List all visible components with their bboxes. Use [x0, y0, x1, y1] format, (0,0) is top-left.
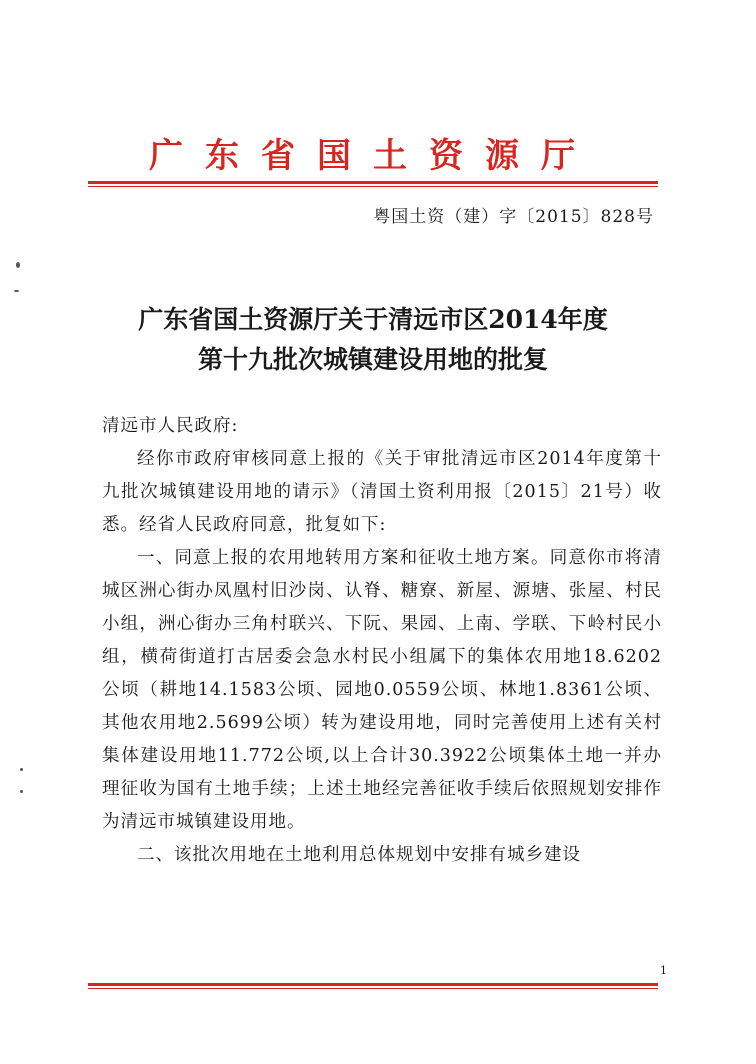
- title-line-2: 第十九批次城镇建设用地的批复: [197, 345, 548, 374]
- paragraph-intro: 经你市政府审核同意上报的《关于审批清远市区2014年度第十九批次城镇建设用地的请示》（清国土资利用报〔2015〕21号）收悉。经省人民政府同意，批复如下:: [102, 449, 662, 535]
- header-divider-thin: [88, 186, 658, 187]
- scan-speck: [14, 290, 19, 292]
- issuer-header: 广东省国土资源厅: [149, 136, 597, 176]
- addressee: 清远市人民政府:: [102, 416, 239, 436]
- scan-speck: [20, 790, 23, 793]
- title-line-1: 广东省国土资源厅关于清远市区2014年度: [138, 305, 608, 334]
- footer-divider-thick: [88, 983, 658, 986]
- header-divider-thick: [88, 181, 658, 184]
- document-body: [102, 410, 662, 872]
- page-number: 1: [660, 964, 667, 977]
- paragraph-item-1: 一、同意上报的农用地转用方案和征收土地方案。同意你市将清城区洲心街办凤凰村旧沙岗、认脊、糖寮、新屋、源塘、张屋、村民小组，洲心街办三角村联兴、下阮、果园、上南、学联、下岭村民小组，横荷街道打古居委会急水村民小组属下的集体农用地18.6202公顷（耕地14.1583公顷、园地0.0559公顷、林地1.8361公顷、其他农用地2.5699公顷）转为建设用地，同时完善使用上述有关村集体建设用地11.772公顷,以上合计30.3922公顷集体土地一并办理征收为国有土地手续；上述土地经完善征收手续后依照规划安排作为清远市城镇建设用地。: [102, 548, 662, 832]
- document-number: 粤国土资（建）字〔2015〕828号: [373, 207, 654, 227]
- scan-speck: [20, 768, 23, 771]
- paragraph-item-2: 二、该批次用地在土地利用总体规划中安排有城乡建设: [137, 845, 581, 865]
- scan-speck: [16, 262, 20, 268]
- document-title: [88, 300, 658, 380]
- footer-divider-thin: [88, 988, 658, 989]
